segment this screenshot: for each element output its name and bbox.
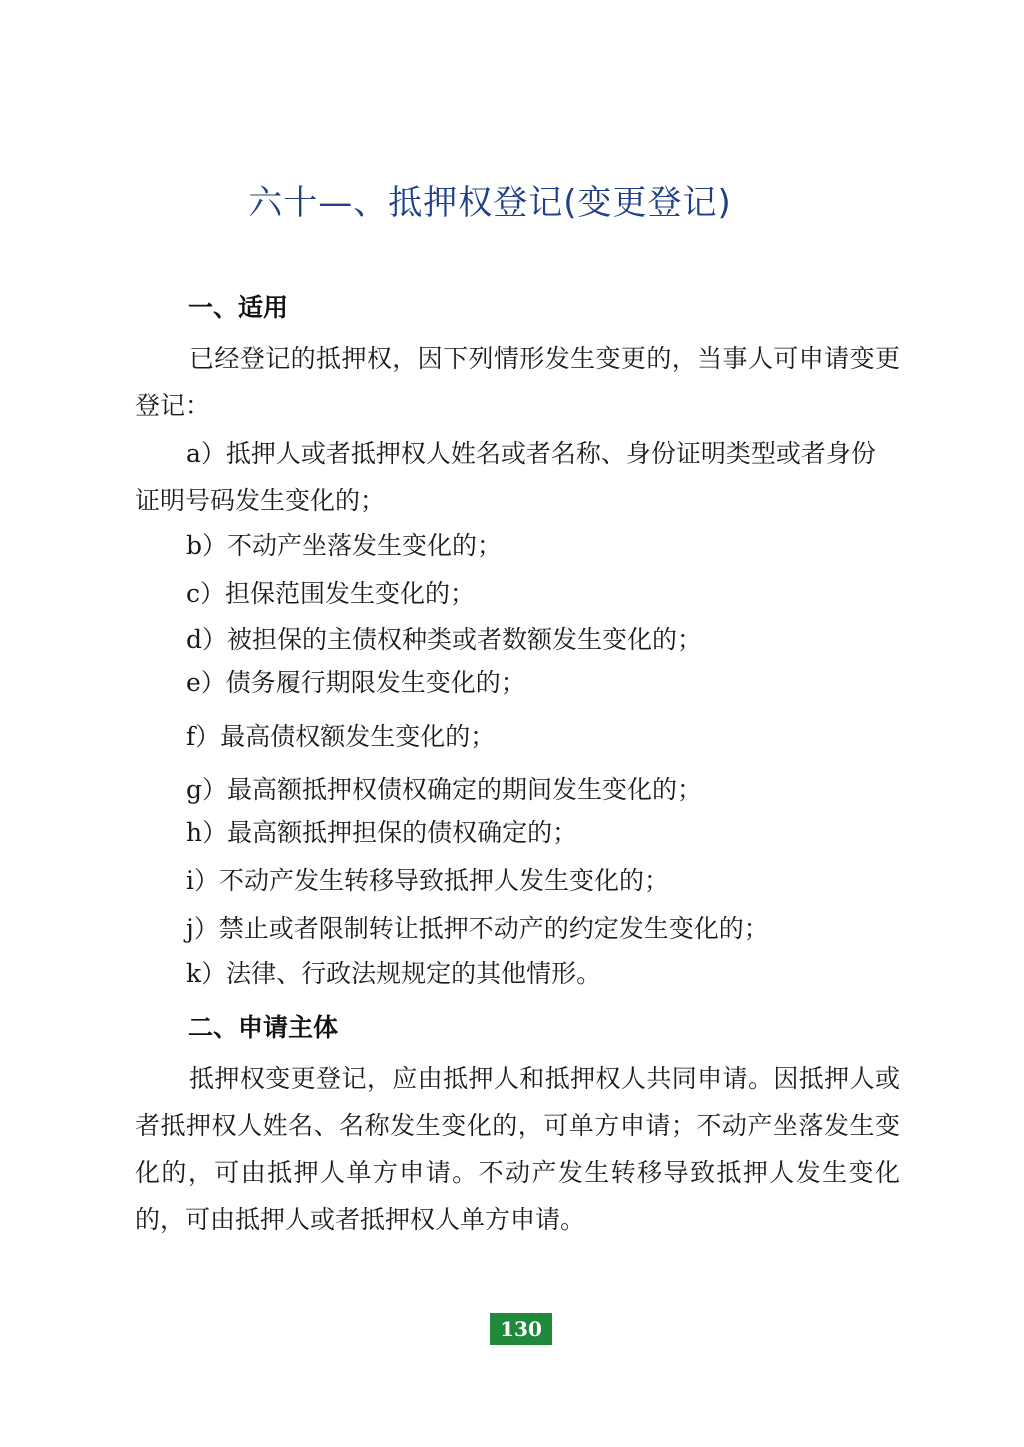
list-item <box>186 576 475 612</box>
list-item <box>186 956 601 992</box>
list-item-label: i） <box>186 866 219 895</box>
applicant-paragraph: 抵押权变更登记，应由抵押人和抵押权人共同申请。因抵押人或者抵押权人姓名、名称发生变化的，可单方申请；不动产坐落发生变化的，可由抵押人单方申请。不动产发生转移导致抵押人发生变化的，可由抵押人或者抵押权人单方申请。 <box>135 1064 900 1234</box>
list-item-text: 不动产坐落发生变化的； <box>227 531 503 560</box>
list-item-text: 担保范围发生变化的； <box>225 579 476 608</box>
intro-paragraph: 已经登记的抵押权，因下列情形发生变更的，当事人可申请变更登记： <box>135 344 900 420</box>
list-item <box>186 719 495 755</box>
section-heading-applicability: 一、适用 <box>188 293 289 322</box>
list-item-text: 不动产发生转移导致抵押人发生变化的； <box>219 866 670 895</box>
list-item <box>135 430 900 524</box>
section-heading-applicant: 二、申请主体 <box>188 1013 339 1042</box>
list-item <box>186 772 702 808</box>
list-item-label: e） <box>186 668 226 697</box>
list-item-label: b） <box>186 531 228 560</box>
list-item <box>186 622 702 658</box>
list-item <box>186 528 502 564</box>
list-item-label: h） <box>186 818 228 847</box>
list-item-text: 法律、行政法规规定的其他情形。 <box>226 959 602 988</box>
list-item <box>186 863 669 899</box>
list-item-text: 最高额抵押担保的债权确定的； <box>227 818 578 847</box>
list-item-label: g） <box>186 775 228 804</box>
list-item <box>186 815 577 851</box>
list-item-label: j） <box>186 914 219 943</box>
list-item-label: d） <box>186 625 228 654</box>
list-item-text: 抵押人或者抵押权人姓名或者名称、身份证明类型或者身份证明号码发生变化的； <box>135 439 876 515</box>
list-item-text: 禁止或者限制转让抵押不动产的约定发生变化的； <box>218 914 769 943</box>
list-item-label: f） <box>186 722 221 751</box>
page-number-badge: 130 <box>490 1313 552 1345</box>
page-title: 六十—、抵押权登记(变更登记) <box>248 183 732 223</box>
list-item <box>186 911 769 947</box>
list-item-text: 债务履行期限发生变化的； <box>225 668 526 697</box>
list-item <box>186 665 526 701</box>
list-item-label: k） <box>186 959 227 988</box>
list-item-label: a） <box>186 439 226 468</box>
list-item-text: 最高额抵押权债权确定的期间发生变化的； <box>227 775 703 804</box>
list-item-text: 最高债权额发生变化的； <box>220 722 496 751</box>
list-item-text: 被担保的主债权种类或者数额发生变化的； <box>227 625 703 654</box>
list-item-label: c） <box>186 579 226 608</box>
